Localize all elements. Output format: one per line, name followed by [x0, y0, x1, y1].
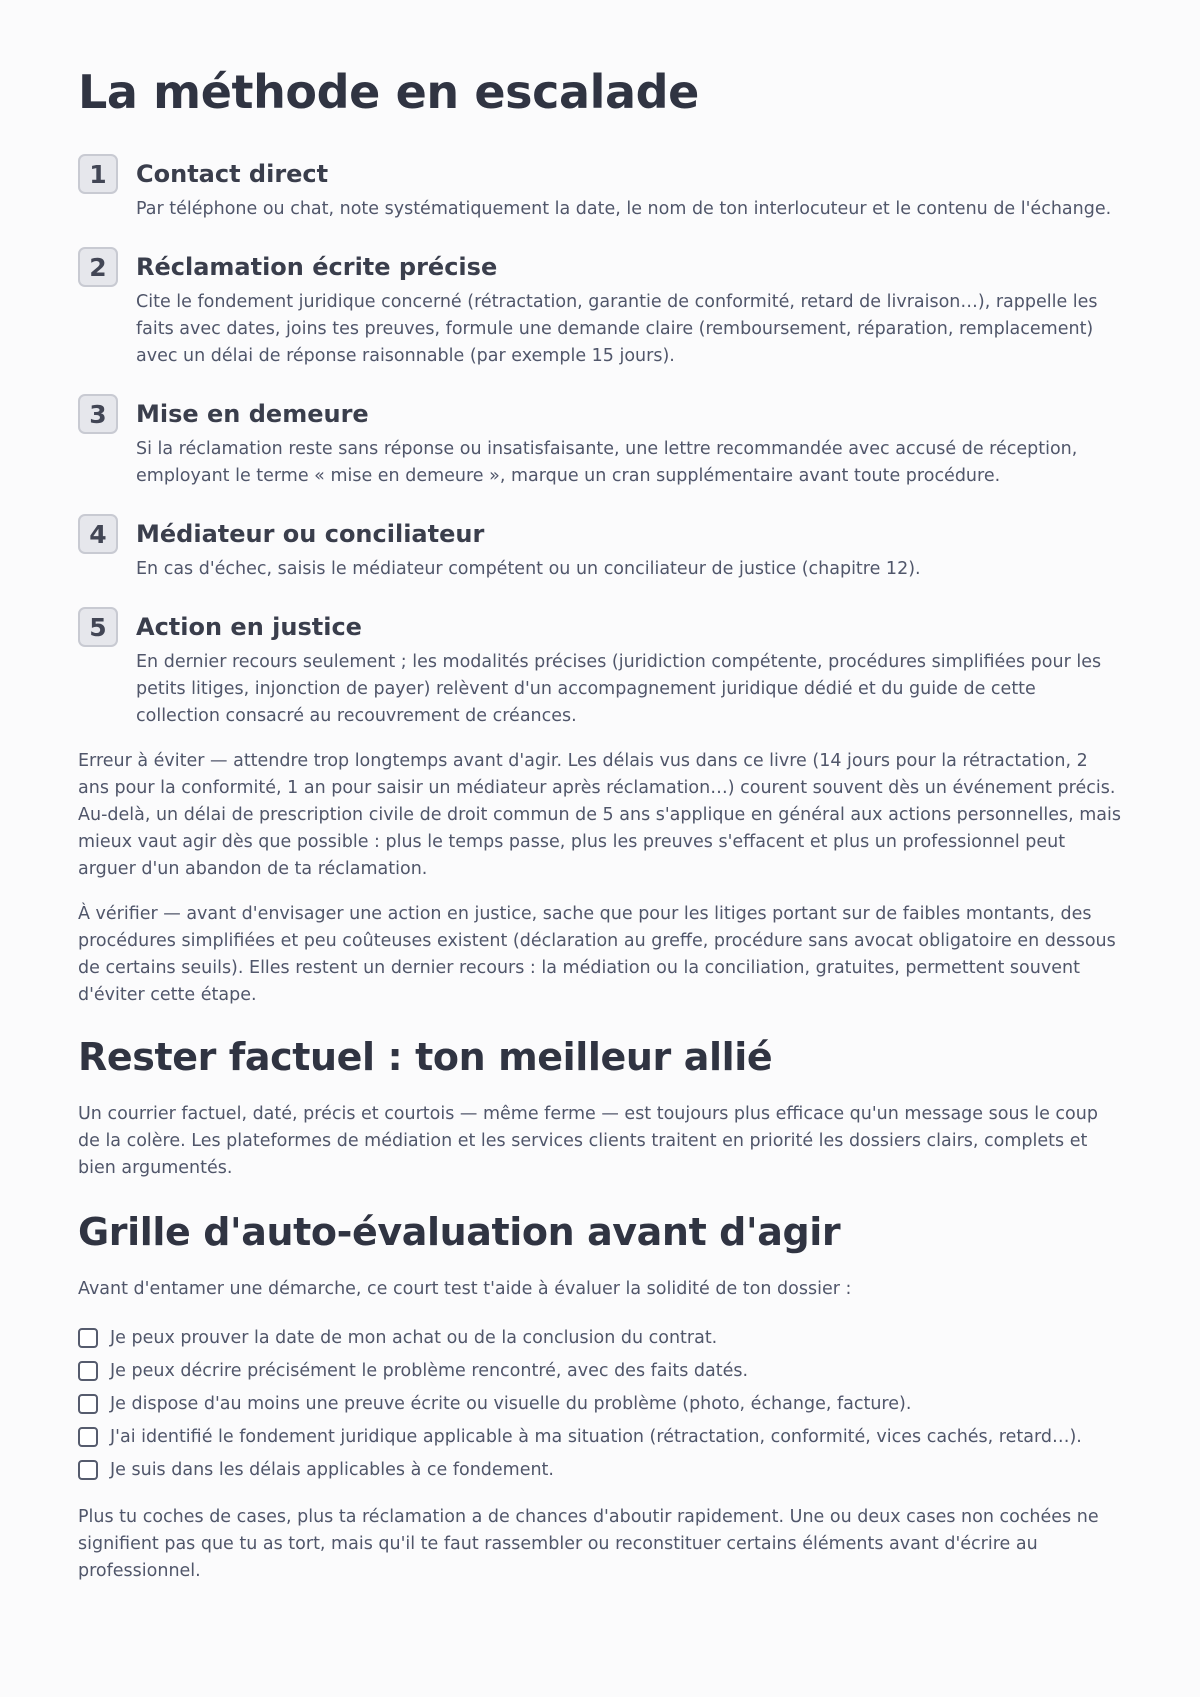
step-number-badge: 1 — [78, 154, 118, 194]
page-title: La méthode en escalade — [78, 65, 699, 119]
verification-note: À vérifier — avant d'envisager une action en justice, sache que pour les litiges portant sur de faibles montants, des procédures simplifiées et peu coûteuses existent (déclaration au greffe, procédure sans avocat obligatoire en dessous de certains seuils). Elles restent un dernier recours : la médiation ou la conciliation, gratuites, permettent souvent d'éviter cette étape. — [78, 904, 1116, 1005]
step-number-badge: 3 — [78, 394, 118, 434]
checkbox-icon[interactable] — [78, 1460, 98, 1480]
step-description: En dernier recours seulement ; les modalités précises (juridiction compétente, procédures simplifiées pour les petits litiges, injonction de payer) relèvent d'un accompagnement juridique dédié et du guide de cette collection consacré au recouvrement de créances. — [136, 652, 1102, 726]
checklist-item-label: Je suis dans les délais applicables à ce fondement. — [110, 1459, 554, 1480]
step-content — [136, 394, 1122, 490]
step-number-badge: 5 — [78, 607, 118, 647]
step-description: Par téléphone ou chat, note systématiquement la date, le nom de ton interlocuteur et le contenu de l'échange. — [136, 199, 1112, 219]
checklist-item[interactable] — [78, 1354, 1122, 1387]
checklist-item-label: Je peux décrire précisément le problème rencontré, avec des faits datés. — [110, 1360, 749, 1381]
warning-note: Erreur à éviter — attendre trop longtemps avant d'agir. Les délais vus dans ce livre (14 jours pour la rétractation, 2 ans pour la conformité, 1 an pour saisir un médiateur après réclamation…) courent souvent dès un événement précis. Au-delà, un délai de prescription civile de droit commun de 5 ans s'applique en général aux actions personnelles, mais mieux vaut agir dès que possible : plus le temps passe, plus les preuves s'effacent et plus un professionnel peut arguer d'un abandon de ta réclamation. — [78, 751, 1121, 879]
step-description: En cas d'échec, saisis le médiateur compétent ou un conciliateur de justice (chapitre 12). — [136, 559, 921, 579]
step-content — [136, 607, 1122, 730]
step-description: Cite le fondement juridique concerné (rétractation, garantie de conformité, retard de livraison…), rappelle les faits avec dates, joins tes preuves, formule une demande claire (remboursement, réparation, remplacement) avec un délai de réponse raisonnable (par exemple 15 jours). — [136, 292, 1098, 366]
step-number-badge: 4 — [78, 514, 118, 554]
step-item — [78, 154, 1122, 223]
step-content — [136, 247, 1122, 370]
checklist-section-heading: Grille d'auto-évaluation avant d'agir — [78, 1210, 841, 1254]
checkbox-icon[interactable] — [78, 1427, 98, 1447]
step-item — [78, 514, 1122, 583]
checklist-conclusion: Plus tu coches de cases, plus ta réclamation a de chances d'aboutir rapidement. Une ou deux cases non cochées ne signifient pas que tu as tort, mais qu'il te faut rassembler ou reconstituer certains éléments avant d'écrire au professionnel. — [78, 1507, 1099, 1581]
checklist-item-label: Je dispose d'au moins une preuve écrite ou visuelle du problème (photo, échange, facture). — [110, 1393, 912, 1414]
checklist-item-label: Je peux prouver la date de mon achat ou de la conclusion du contrat. — [110, 1327, 718, 1348]
step-title: Action en justice — [136, 613, 362, 641]
escalation-steps — [78, 154, 1122, 730]
checklist-item[interactable] — [78, 1453, 1122, 1486]
step-title: Réclamation écrite précise — [136, 253, 498, 281]
checklist-item[interactable] — [78, 1420, 1122, 1453]
step-item — [78, 607, 1122, 730]
checklist-item-label: J'ai identifié le fondement juridique applicable à ma situation (rétractation, conformité, vices cachés, retard…). — [110, 1426, 1082, 1447]
checklist-item[interactable] — [78, 1387, 1122, 1420]
step-title: Médiateur ou conciliateur — [136, 520, 485, 548]
checklist-item[interactable] — [78, 1321, 1122, 1354]
checkbox-icon[interactable] — [78, 1394, 98, 1414]
factual-section-heading: Rester factuel : ton meilleur allié — [78, 1035, 773, 1079]
step-title: Mise en demeure — [136, 400, 369, 428]
step-content — [136, 514, 1122, 583]
step-item — [78, 394, 1122, 490]
step-item — [78, 247, 1122, 370]
checkbox-icon[interactable] — [78, 1361, 98, 1381]
step-description: Si la réclamation reste sans réponse ou insatisfaisante, une lettre recommandée avec accusé de réception, employant le terme « mise en demeure », marque un cran supplémentaire avant toute procédure. — [136, 439, 1078, 486]
checklist-intro: Avant d'entamer une démarche, ce court test t'aide à évaluer la solidité de ton dossier : — [78, 1279, 852, 1299]
step-number-badge: 2 — [78, 247, 118, 287]
checkbox-icon[interactable] — [78, 1328, 98, 1348]
self-assessment-checklist — [78, 1321, 1122, 1486]
step-content — [136, 154, 1122, 223]
factual-section-text: Un courrier factuel, daté, précis et courtois — même ferme — est toujours plus efficace qu'un message sous le coup de la colère. Les plateformes de médiation et les services clients traitent en priorité les dossiers clairs, complets et bien argumentés. — [78, 1104, 1098, 1178]
step-title: Contact direct — [136, 160, 329, 188]
